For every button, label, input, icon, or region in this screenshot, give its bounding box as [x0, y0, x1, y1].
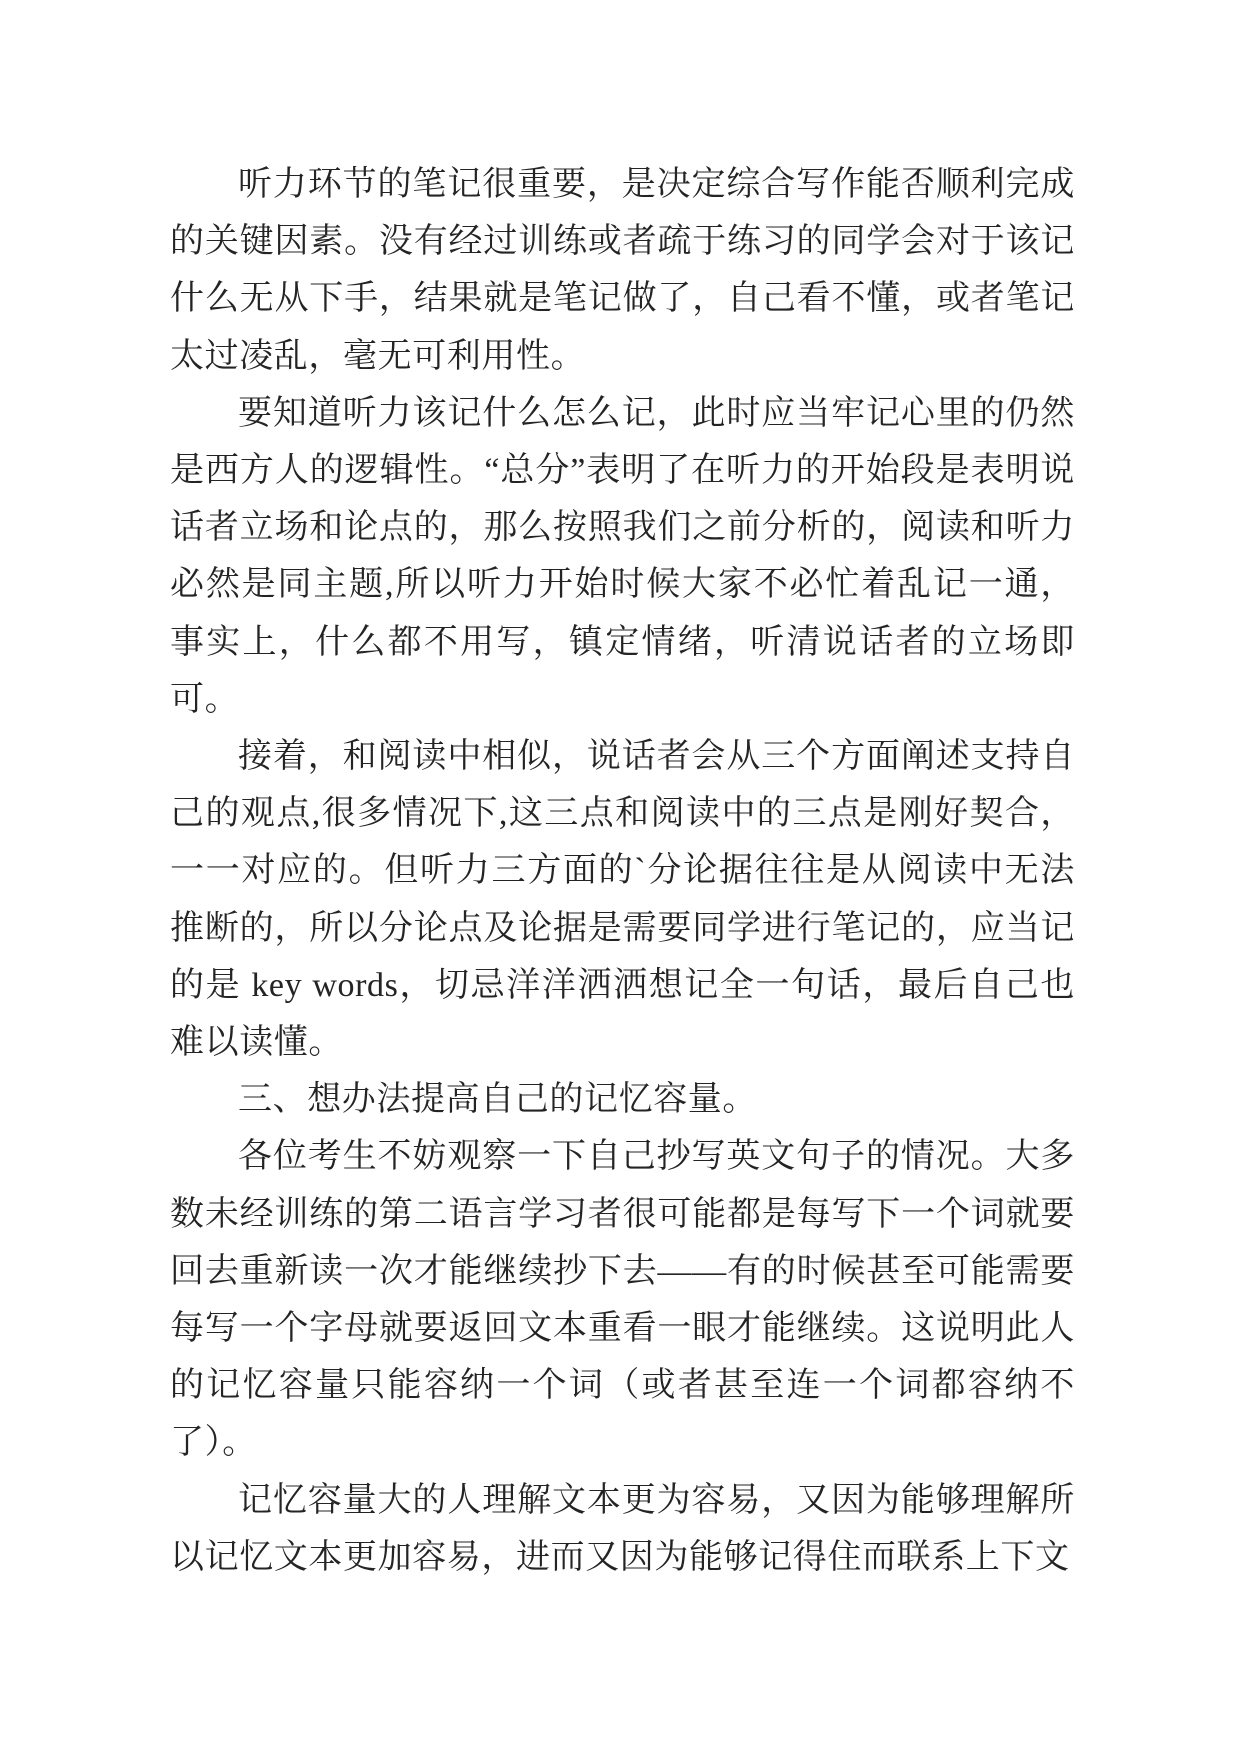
paragraph-large-memory-benefit: 记忆容量大的人理解文本更为容易，又因为能够理解所以记忆文本更加容易，进而又因为能够记得住而联系上下文: [170, 1481, 1075, 1576]
section-heading-memory-capacity: 三、想办法提高自己的记忆容量。: [238, 1081, 757, 1119]
paragraph-copying-observation: 各位考生不妨观察一下自己抄写英文句子的情况。大多数未经训练的第二语言学习者很可能都是每写下一个词就要回去重新读一次才能继续抄下去——有的时候甚至可能需要每写一个字母就要返回文本重看一眼才能继续。这说明此人的记忆容量只能容纳一个词（或者甚至连一个词都容纳不了）。: [170, 1138, 1075, 1462]
document-body: [170, 156, 1075, 1586]
paragraph-what-to-note: 要知道听力该记什么怎么记，此时应当牢记心里的仍然是西方人的逻辑性。“总分”表明了在听力的开始段是表明说话者立场和论点的，那么按照我们之前分析的，阅读和听力必然是同主题,所以听力开始时候大家不必忙着乱记一通，事实上，什么都不用写，镇定情绪，听清说话者的立场即可。: [170, 394, 1075, 718]
paragraph-three-points-keywords: 接着，和阅读中相似，说话者会从三个方面阐述支持自己的观点,很多情况下,这三点和阅读中的三点是刚好契合，一一对应的。但听力三方面的`分论据往往是从阅读中无法推断的，所以分论点及论据是需要同学进行笔记的，应当记的是 key words，切忌洋洋洒洒想记全一句话，最后自己也难以读懂。: [170, 738, 1075, 1062]
paragraph-listening-notes-importance: 听力环节的笔记很重要，是决定综合写作能否顺利完成的关键因素。没有经过训练或者疏于练习的同学会对于该记什么无从下手，结果就是笔记做了，自己看不懂，或者笔记太过凌乱，毫无可利用性。: [170, 166, 1075, 375]
